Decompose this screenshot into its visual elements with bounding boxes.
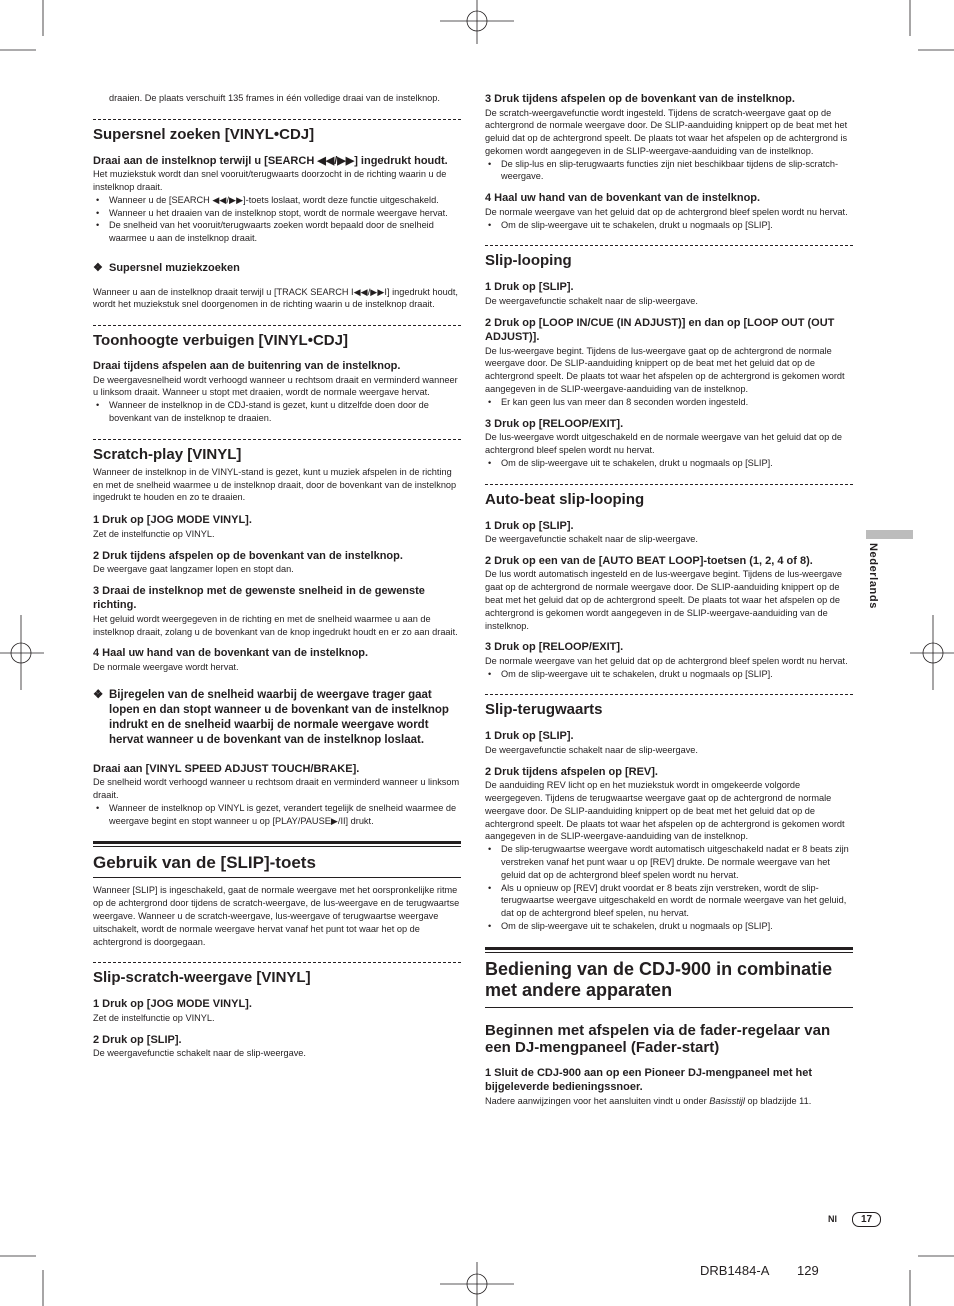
diamond-icon: ❖ <box>93 688 104 701</box>
subsection-title: Beginnen met afspelen via de fader-regelaar van een DJ-mengpaneel (Fader-start) <box>485 1021 831 1056</box>
section-divider <box>93 439 461 440</box>
bullet-item: • Als u opnieuw op [REV] drukt voordat er 8 beats zijn verstreken, wordt de slip-terugwaartse weergave uitgeschakeld en wordt de normale weergave van het geluid, dat op de achtergrond bleef spelen, nu hervat. <box>485 882 853 920</box>
bullet-list <box>485 843 853 933</box>
step <box>485 191 853 231</box>
instruction: Draai tijdens afspelen aan de buitenring van de instelknop. <box>93 360 401 373</box>
step-desc: De lus-weergave begint. Tijdens de lus-weergave gaat op de achtergrond de normale weergave door. De SLIP-aanduiding knippert op de beat met het geluid dat op de achtergrond speelt. De plaats tot waar het afspelen op de achtergrond is gekomen wordt aangegeven in de SLIP-weergave-aanduiding van de instelknop. <box>485 345 845 395</box>
step <box>93 584 461 639</box>
description: De weergavesnelheid wordt verhoogd wanneer u rechtsom draait en verminderd wanneer u linksom draait. Wanneer u stopt met draaien, wordt de normale weergave hervat. <box>93 374 458 398</box>
step-title: 2 Druk tijdens afspelen op [REV]. <box>485 765 658 778</box>
section-divider <box>485 245 853 246</box>
step-desc: De weergavefunctie schakelt naar de slip-weergave. <box>485 534 698 545</box>
chapter-rule <box>485 947 853 953</box>
bullet-list <box>485 158 853 184</box>
step <box>93 1033 461 1060</box>
step <box>93 646 461 673</box>
step-desc: De aanduiding REV licht op en het muziekstuk wordt in omgekeerde volgorde weergegeven. Tijdens de terugwaartse weergave gaat op de achtergrond de normale weergave door. De SLIP-aanduiding knippert op de beat met het geluid dat op de achtergrond speelt. De plaats tot waar het afspelen op de achtergrond is gekomen wordt aangegeven in de SLIP-weergave-aanduiding van de instelknop. <box>485 780 845 842</box>
step <box>485 280 853 307</box>
step <box>485 417 853 470</box>
bullet-list <box>93 194 461 245</box>
step <box>485 519 853 546</box>
description: Wanneer u aan de instelknop draait terwijl u [TRACK SEARCH I◀◀/▶▶I] ingedrukt houdt, wordt het muziekstuk snel doorgenomen in de richting waarin u de instelknop draait. <box>93 286 458 310</box>
left-column <box>93 92 461 1060</box>
description: Wanneer de instelknop in de VINYL-stand is gezet, kunt u muziek afspelen in de richting en met de snelheid waarmee u de instelknop draait, door de bovenkant van de instelknop ingedrukt te houden en zo te draaien. <box>93 466 457 503</box>
step-title: 3 Druk op [RELOOP/EXIT]. <box>485 641 624 654</box>
step-desc: De weergavefunctie schakelt naar de slip-weergave. <box>485 295 698 306</box>
step-desc: De weergavefunctie schakelt naar de slip-weergave. <box>93 1048 306 1059</box>
step <box>485 765 853 933</box>
step-title: 2 Druk tijdens afspelen op de bovenkant van de instelknop. <box>93 549 403 562</box>
step-desc: De weergavefunctie schakelt naar de slip-weergave. <box>485 744 698 755</box>
step-desc: De normale weergave van het geluid dat op de achtergrond bleef spelen wordt nu hervat. <box>485 655 848 666</box>
step <box>93 997 461 1024</box>
chapter-underline <box>485 1007 853 1008</box>
bullet-item: • Wanneer u de [SEARCH ◀◀/▶▶]-toets loslaat, wordt deze functie uitgeschakeld. <box>93 194 461 207</box>
step <box>485 92 853 183</box>
chapter-rule <box>93 841 461 847</box>
bullet-list <box>93 399 461 425</box>
step-title: 3 Druk tijdens afspelen op de bovenkant van de instelknop. <box>485 93 795 105</box>
section-title: Scratch-play [VINYL] <box>93 445 242 463</box>
section-divider <box>93 119 461 120</box>
step-title: 4 Haal uw hand van de bovenkant van de instelknop. <box>485 192 761 205</box>
step-title: 4 Haal uw hand van de bovenkant van de instelknop. <box>93 647 369 660</box>
section-title: Auto-beat slip-looping <box>485 490 645 508</box>
page-number-badge: 17 <box>852 1212 881 1227</box>
step-desc: Zet de instelfunctie op VINYL. <box>93 1012 215 1023</box>
step-title: 1 Druk op [SLIP]. <box>485 281 574 294</box>
bullet-item: • Om de slip-weergave uit te schakelen, drukt u nogmaals op [SLIP]. <box>485 668 853 681</box>
bullet-list <box>485 396 853 409</box>
bullet-item: • Om de slip-weergave uit te schakelen, drukt u nogmaals op [SLIP]. <box>485 457 853 470</box>
language-tab-bar <box>866 530 913 539</box>
step-title: 1 Druk op [SLIP]. <box>485 519 574 532</box>
description: Wanneer [SLIP] is ingeschakeld, gaat de normale weergave met het oorspronkelijke ritme op de achtergrond door tijdens de scratch-weergave, de lus-weergave en de terugwaartse weergave. Wanneer u de scratch-weergave, lus-weergave of terugwaartse weergave uitschakelt, wordt de normale weergave hervat vanaf het punt tot waar het op de achtergrond is doorgegaan. <box>93 885 460 947</box>
step-title: 3 Draai de instelknop met de gewenste snelheid in de gewenste richting. <box>93 584 425 612</box>
section-title: Toonhoogte verbuigen [VINYL•CDJ] <box>93 332 348 350</box>
section-title: Supersnel zoeken [VINYL•CDJ] <box>93 125 315 143</box>
section-title: Slip-terugwaarts <box>485 701 603 719</box>
step-title: 1 Druk op [JOG MODE VINYL]. <box>93 514 252 527</box>
bullet-item: • Om de slip-weergave uit te schakelen, drukt u nogmaals op [SLIP]. <box>485 920 853 933</box>
bullet-item: • Wanneer u het draaien van de instelknop stopt, wordt de normale weergave hervat. <box>93 207 461 220</box>
bullet-list <box>485 457 853 470</box>
step-desc: De weergave gaat langzamer lopen en stopt dan. <box>93 564 294 575</box>
step <box>485 554 853 632</box>
step-title: 1 Sluit de CDJ-900 aan op een Pioneer DJ-mengpaneel met het bijgeleverde bedieningssnoer. <box>485 1066 813 1094</box>
description: De snelheid wordt verhoogd wanneer u rechtsom draait en verminderd wanneer u linksom draait. <box>93 777 460 801</box>
chapter-underline <box>93 877 461 878</box>
section-title: Slip-scratch-weergave [VINYL] <box>93 969 311 987</box>
chapter-title: Gebruik van de [SLIP]-toets <box>93 853 316 873</box>
section-divider <box>93 962 461 963</box>
step <box>93 513 461 540</box>
section-title: Slip-looping <box>485 252 572 270</box>
section-divider <box>485 484 853 485</box>
step-title: 2 Druk op [LOOP IN/CUE (IN ADJUST)] en dan op [LOOP OUT (OUT ADJUST)]. <box>485 316 835 344</box>
bullet-item: • De slip-lus en slip-terugwaarts functies zijn niet beschikbaar tijdens de slip-scratch-weergave. <box>485 158 853 184</box>
diamond-icon: ❖ <box>93 262 103 275</box>
step-title: 2 Druk op een van de [AUTO BEAT LOOP]-toetsen (1, 2, 4 of 8). <box>485 554 813 567</box>
bullet-list <box>485 668 853 681</box>
bullet-item: • De slip-terugwaartse weergave wordt automatisch uitgeschakeld nadat er 8 beats zijn verstreken vanaf het punt waar u op [REV] drukte. De normale weergave van het geluid dat op de achtergrond bleef spelen wordt nu hervat. <box>485 843 853 881</box>
right-column <box>485 92 853 1108</box>
step-title: 1 Druk op [JOG MODE VINYL]. <box>93 998 252 1011</box>
step <box>93 549 461 576</box>
step-desc: De lus-weergave wordt uitgeschakeld en de normale weergave van het geluid dat op de achtergrond bleef spelen wordt nu hervat. <box>485 432 843 455</box>
step-desc: De normale weergave wordt hervat. <box>93 661 239 672</box>
doc-code: DRB1484-A <box>700 1263 770 1278</box>
step-title: 2 Druk op [SLIP]. <box>93 1033 182 1046</box>
bullet-item: • Wanneer de instelknop op VINYL is gezet, verandert tegelijk de snelheid waarmee de weergave begint en stopt wanneer u op [PLAY/PAUSE▶/II] drukt. <box>93 802 461 828</box>
step-desc: De lus wordt automatisch ingesteld en de lus-weergave begint. Tijdens de lus-weergave gaat op de achtergrond de normale weergave door. De SLIP-aanduiding knippert op de beat met het geluid dat op de achtergrond speelt. De plaats tot waar het afspelen op de achtergrond is gekomen wordt aangegeven in de SLIP-weergave-aanduiding van de instelknop. <box>485 569 842 631</box>
step <box>485 316 853 409</box>
bullet-list <box>93 802 461 828</box>
chapter-title: Bediening van de CDJ-900 in combinatie met andere apparaten <box>485 958 833 1000</box>
section-divider <box>93 325 461 326</box>
step-desc: Nadere aanwijzingen voor het aansluiten vindt u onder Basisstijl op bladzijde 11. <box>485 1095 812 1106</box>
description: Het muziekstuk wordt dan snel vooruit/terugwaarts doorzocht in de richting waarin u de instelknop draait. <box>93 169 447 193</box>
subsection-title: ❖ Supersnel muziekzoeken <box>93 262 240 275</box>
bullet-item: • De snelheid van het vooruit/terugwaarts zoeken wordt bepaald door de snelheid waarmee u aan de instelknop draait. <box>93 219 461 245</box>
bullet-list <box>485 219 853 232</box>
language-tab-label: Nederlands <box>867 543 879 609</box>
subsection-title: ❖ Bijregelen van de snelheid waarbij de weergave trager gaat lopen en dan stopt wanneer u de bovenkant van de instelknop indrukt en de snelheid waarbij de normale weergave wordt hervat wanneer u de bovenkant van de instelknop loslaat. <box>93 688 449 746</box>
bullet-item: • Om de slip-weergave uit te schakelen, drukt u nogmaals op [SLIP]. <box>485 219 853 232</box>
footer-language: Nl <box>828 1214 837 1224</box>
instruction: Draai aan [VINYL SPEED ADJUST TOUCH/BRAKE]. <box>93 762 360 775</box>
step <box>485 729 853 756</box>
step-desc: De scratch-weergavefunctie wordt ingesteld. Tijdens de scratch-weergave gaat op de achtergrond de normale weergave door. De SLIP-aanduiding knippert op de beat met het geluid dat op de achtergrond speelt. De plaats tot waar het afspelen op de achtergrond is gekomen wordt aangegeven in de SLIP-weergave-aanduiding van de instelknop. <box>485 107 848 156</box>
section-divider <box>485 694 853 695</box>
step-title: 1 Druk op [SLIP]. <box>485 730 574 743</box>
step-desc: Het geluid wordt weergegeven in de richting en met de snelheid waarmee u aan de instelknop draait, zolang u de bovenkant van de knop ingedrukt houdt en er zo aan draait. <box>93 613 458 637</box>
bullet-item: • Wanneer de instelknop in de CDJ-stand is gezet, kunt u ditzelfde doen door de bovenkant van de instelknop te draaien. <box>93 399 461 425</box>
step-title: 3 Druk op [RELOOP/EXIT]. <box>485 417 624 430</box>
step-desc: De normale weergave van het geluid dat op de achtergrond bleef spelen wordt nu hervat. <box>485 206 848 217</box>
intro-text: draaien. De plaats verschuift 135 frames in één volledige draai van de instelknop. <box>109 93 440 103</box>
step-desc: Zet de instelfunctie op VINYL. <box>93 528 215 539</box>
instruction: Draai aan de instelknop terwijl u [SEARCH ◀◀/▶▶] ingedrukt houdt. <box>93 154 448 167</box>
step <box>485 640 853 680</box>
print-page-number: 129 <box>797 1263 819 1278</box>
bullet-item: • Er kan geen lus van meer dan 8 seconden worden ingesteld. <box>485 396 853 409</box>
